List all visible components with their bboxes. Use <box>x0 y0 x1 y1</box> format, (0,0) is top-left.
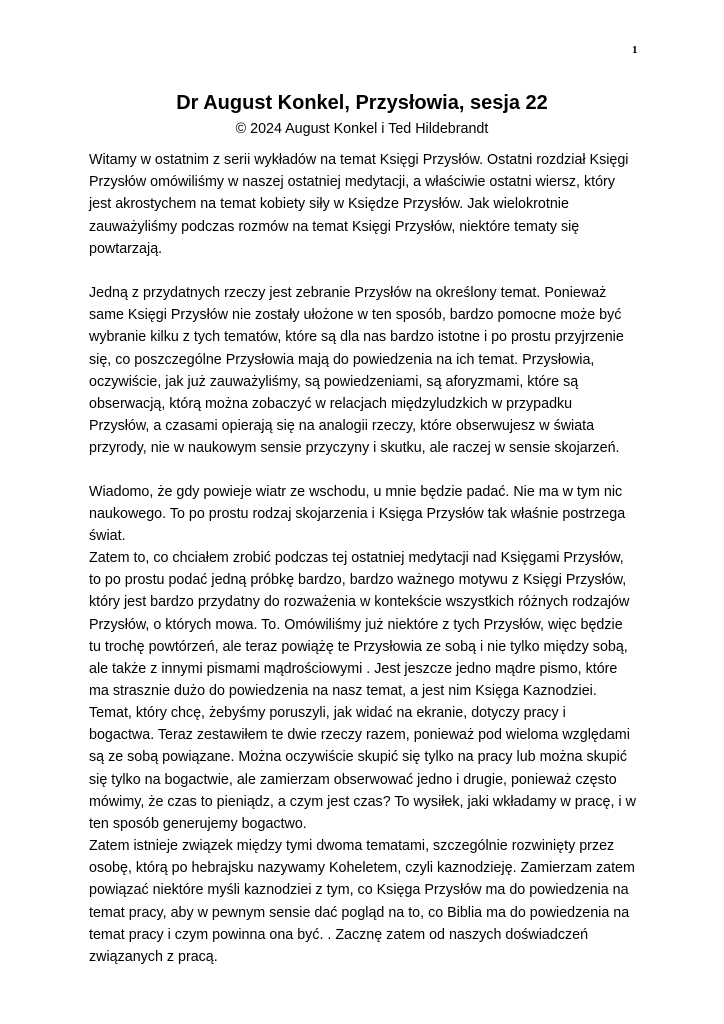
paragraph-line: ale także z innymi pismami mądrościowymi . Jest jeszcze jedno mądre pismo, które <box>89 661 618 678</box>
paragraph-line: powiązać niektóre myśli kaznodziei z tym, co Księga Przysłów ma do powiedzenia na <box>89 882 629 899</box>
paragraph-line: Witamy w ostatnim z serii wykładów na temat Księgi Przysłów. Ostatni rozdział Księgi <box>89 152 629 168</box>
paragraph-line: temat pracy i czym powinna ona być. . Zacznę zatem od naszych doświadczeń <box>89 926 589 943</box>
paragraph-line: się tylko na bogactwie, ale zamierzam obserwować jedno i drugie, ponieważ często <box>89 771 617 788</box>
paragraph-line: oczywiście, jak już zauważyliśmy, są powiedzeniami, są aforyzmami, które są <box>89 373 579 390</box>
page-number: 1 <box>632 44 638 56</box>
paragraph-line: mówimy, że czas to pieniądz, a czym jest czas? To wysiłek, jaki wkładamy w pracę, i w <box>89 793 636 810</box>
paragraph-6 <box>89 835 649 968</box>
paragraph-line: zauważyliśmy podczas rozmów na temat Księgi Przysłów, niektóre tematy się <box>89 218 580 235</box>
paragraph-line: się, co poszczególne Przysłowia mają do powiedzenia na ich temat. Przysłowia, <box>89 351 595 368</box>
paragraph-line: bogactwa. Teraz zestawiłem te dwie rzeczy razem, ponieważ pod wieloma względami <box>89 727 630 744</box>
paragraph-line: świat. <box>89 528 126 545</box>
paragraph-line: są ze sobą powiązane. Można oczywiście skupić się tylko na pracy lub można skupić <box>89 749 627 766</box>
paragraph-3 <box>89 481 649 548</box>
paragraph-line: Zatem to, co chciałem zrobić podczas tej ostatniej medytacji nad Księgami Przysłów, <box>89 550 624 566</box>
paragraph-line: Temat, który chcę, żebyśmy poruszyli, jak widać na ekranie, dotyczy pracy i <box>89 705 566 721</box>
paragraph-line: ma strasznie dużo do powiedzenia na nasz temat, a jest nim Księga Kaznodziei. <box>89 683 597 700</box>
paragraph-5 <box>89 702 649 835</box>
document-subtitle: © 2024 August Konkel i Ted Hildebrandt <box>235 121 489 137</box>
paragraph-line: to po prostu podać jedną próbkę bardzo, bardzo ważnego motywu z Księgi Przysłów, <box>89 572 627 589</box>
paragraph-line: naukowego. To po prostu rodzaj skojarzenia i Księga Przysłów tak właśnie postrzega <box>89 506 626 523</box>
paragraph-line: który jest bardzo przydatny do rozważenia w kontekście wszystkich różnych rodzajów <box>89 594 630 611</box>
paragraph-line: jest akrostychem na temat kobiety siły w Księdze Przysłów. Jak wielokrotnie <box>89 196 569 213</box>
paragraph-line: powtarzają. <box>89 240 163 257</box>
paragraph-line: Przysłów, o których mowa. To. Omówiliśmy już niektóre z tych Przysłów, więc będzie <box>89 616 623 633</box>
paragraph-line: tu trochę powtórzeń, ale teraz powiążę te Przysłowia ze sobą i nie tylko między sobą, <box>89 638 628 655</box>
paragraph-4 <box>89 547 649 702</box>
paragraph-line: ten sposób generujemy bogactwo. <box>89 816 307 833</box>
paragraph-line: osobę, którą po hebrajsku nazywamy Koheletem, czyli kaznodzieję. Zamierzam zatem <box>89 860 635 877</box>
paragraph-line: wybranie kilku z tych tematów, które są dla nas bardzo istotne i po prostu przyjrzenie <box>89 329 624 346</box>
paragraph-line: Przysłów, a czasami opierają się na analogii rzeczy, które obserwujesz w świata <box>89 418 595 435</box>
paragraph-line: same Księgi Przysłów nie zostały ułożone w ten sposób, bardzo pomocne może być <box>89 307 622 324</box>
paragraph-line: obserwacją, którą można zobaczyć w relacjach międzyludzkich w przypadku <box>89 396 573 413</box>
paragraph-line: Wiadomo, że gdy powieje wiatr ze wschodu, u mnie będzie padać. Nie ma w tym nic <box>89 484 623 500</box>
paragraph-2 <box>89 282 649 460</box>
document-title: Dr August Konkel, Przysłowia, sesja 22 <box>176 92 548 114</box>
paragraph-line: Zatem istnieje związek między tymi dwoma tematami, szczególnie rozwinięty przez <box>89 838 615 854</box>
paragraph-line: Jedną z przydatnych rzeczy jest zebranie Przysłów na określony temat. Ponieważ <box>89 285 607 301</box>
paragraph-1 <box>89 149 649 260</box>
paragraph-line: Przysłów omówiliśmy w naszej ostatniej medytacji, a właściwie ostatni wiersz, który <box>89 174 615 191</box>
paragraph-line: przyrody, nie w naukowym sensie przyczyny i skutku, ale raczej w sensie skojarzeń. <box>89 440 620 457</box>
paragraph-line: temat pracy, aby w pewnym sensie dać pogląd na to, co Biblia ma do powiedzenia na <box>89 904 630 921</box>
paragraph-line: związanych z pracą. <box>89 949 218 966</box>
